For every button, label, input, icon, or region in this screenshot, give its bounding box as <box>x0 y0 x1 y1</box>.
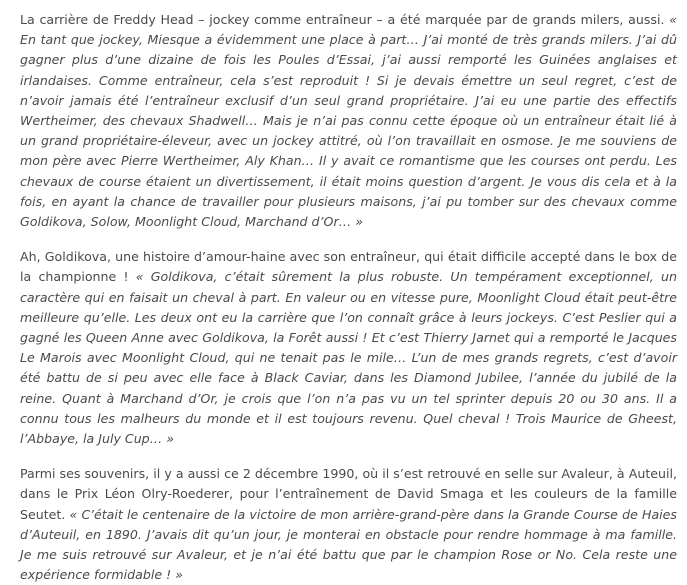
paragraph-intro-text: La carrière de Freddy Head – jockey comme entraîneur – a été marquée par de grands milers, aussi. <box>20 12 670 27</box>
paragraph-intro-text: Parmi ses souvenirs, il y a aussi ce 2 décembre 1990, où il s’est retrouvé en selle sur Avaleur, à Auteuil, dans le Prix Léon Olry-Roederer, pour l’entraînement de David Smaga et les couleurs de la famille Seutet. <box>20 466 677 522</box>
paragraph-goldikova <box>20 247 677 449</box>
paragraph-avaleur-memory <box>20 464 677 585</box>
paragraph-quote-text: « En tant que jockey, Miesque a évidemment une place à part… J’ai monté de très grands milers. J’ai dû gagner plus d’une dizaine de fois les Poules d’Essai, j’ai aussi remporté les Guinées anglaises et irlandaises. Comme entraîneur, cela s’est reproduit ! Si je devais émettre un seul regret, c’est de n’avoir jamais été l’entraîneur exclusif d’un seul grand propriétaire. J’ai eu une partie des effectifs Wertheimer, des chevaux Shadwell… Mais je n’ai pas connu cette époque où un entraîneur était lié à un grand propriétaire-éleveur, avec un jockey attitré, où l’on travaillait en osmose. Je me souviens de mon père avec Pierre Wertheimer, Aly Khan… Il y avait ce romantisme que les courses ont perdu. Les chevaux de course étaient un divertissement, il était moins question d’argent. Je vous dis cela et à la fois, en ayant la chance de travailler pour plusieurs maisons, j’ai pu tomber sur des chevaux comme Goldikova, Solow, Moonlight Cloud, Marchand d’Or… » <box>20 12 677 230</box>
paragraph-intro-text: Ah, Goldikova, une histoire d’amour-haine avec son entraîneur, qui était difficile accepté dans le box de la championne ! <box>20 249 677 285</box>
paragraph-quote-text: « Goldikova, c’était sûrement la plus robuste. Un tempérament exceptionnel, un caractère qui en faisait un cheval à part. En valeur ou en vitesse pure, Moonlight Cloud était peut-être meilleure qu’elle. Les deux ont eu la carrière que l’on connaît grâce à leurs jockeys. C’est Peslier qui a gagné les Queen Anne avec Goldikova, la Forêt aussi ! Et c’est Thierry Jarnet qui a remporté le Jacques Le Marois avec Moonlight Cloud, qui ne tenait pas le mile… L’un de mes grands regrets, c’est d’avoir été battu de si peu avec elle face à Black Caviar, dans les Diamond Jubilee, l’année du jubilé de la reine. Quant à Marchand d’Or, je crois que l’on n’a pas vu un tel sprinter depuis 20 ou 30 ans. Il a connu tous les malheurs du monde et il est toujours revenu. Quel cheval ! Trois Maurice de Gheest, l’Abbaye, la July Cup… » <box>20 269 677 447</box>
paragraph-quote-text: « C’était le centenaire de la victoire de mon arrière-grand-père dans la Grande Course de Haies d’Auteuil, en 1890. J’avais dit qu’un jour, je monterai en obstacle pour rendre hommage à ma famille. Je me suis retrouvé sur Avaleur, et je n’ai été battu que par le champion Rose or No. Cela reste une expérience formidable ! » <box>20 506 677 583</box>
paragraph-freddy-head-milers <box>20 10 677 232</box>
